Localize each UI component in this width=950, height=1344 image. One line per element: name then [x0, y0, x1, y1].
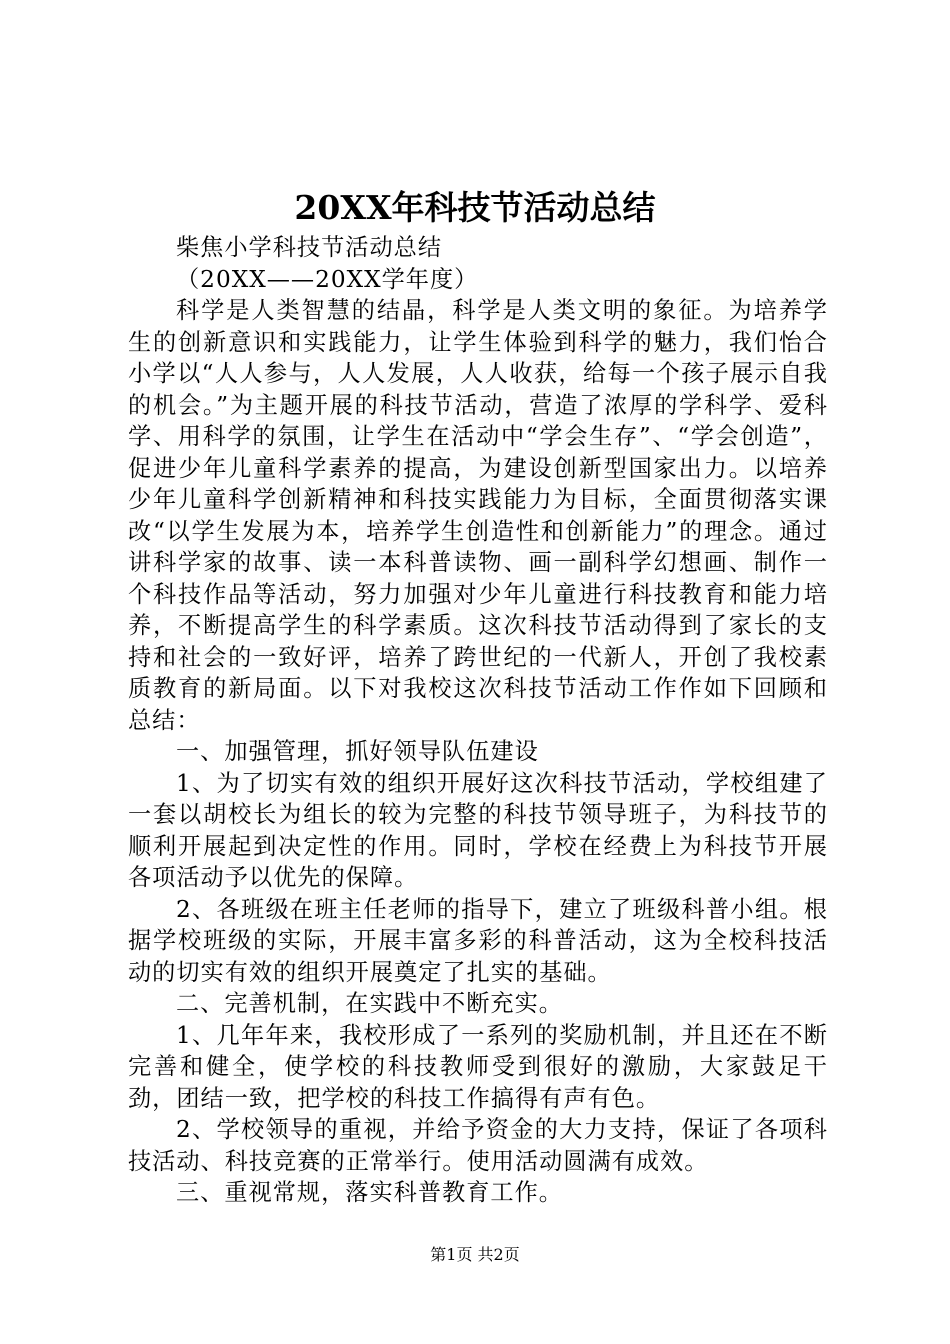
school-subtitle: 柴焦小学科技节活动总结 — [176, 234, 443, 261]
document-body — [128, 232, 828, 1209]
document-title: 20XX年科技节活动总结 — [294, 188, 656, 227]
body-paragraph: 2、各班级在班主任老师的指导下，建立了班级科普小组。根据学校班级的实际，开展丰富多彩的科普活动，这为全校科技活动的切实有效的组织开展奠定了扎实的基础。 — [128, 895, 828, 986]
body-paragraph: 1、为了切实有效的组织开展好这次科技节活动，学校组建了一套以胡校长为组长的较为完整的科技节领导班子，为科技节的顺利开展起到决定性的作用。同时，学校在经费上为科技节开展各项活动予以优先的保障。 — [128, 769, 828, 891]
body-paragraph: 2、学校领导的重视，并给予资金的大力支持，保证了各项科技活动、科技竞赛的正常举行。使用活动圆满有成效。 — [128, 1116, 828, 1175]
section-heading-1: 一、加强管理，抓好领导队伍建设 — [176, 738, 539, 765]
section-heading-3: 三、重视常规，落实科普教育工作。 — [176, 1179, 563, 1206]
intro-paragraph: 科学是人类智慧的结晶，科学是人类文明的象征。为培养学生的创新意识和实践能力，让学生体验到科学的魅力，我们怡合小学以“人人参与，人人发展，人人收获，给每一个孩子展示自我的机会。”为主题开展的科技节活动，营造了浓厚的学科学、爱科学、用科学的氛围，让学生在活动中“学会生存”、“学会创造”，促进少年儿童科学素养的提高，为建设创新型国家出力。以培养少年儿童科学创新精神和科技实践能力为目标，全面贯彻落实课改“以学生发展为本，培养学生创造性和创新能力”的理念。通过讲科学家的故事、读一本科普读物、画一副科学幻想画、制作一个科技作品等活动，努力加强对少年儿童进行科技教育和能力培养，不断提高学生的科学素质。这次科技节活动得到了家长的支持和社会的一致好评，培养了跨世纪的一代新人，开创了我校素质教育的新局面。以下对我校这次科技节活动工作作如下回顾和总结： — [128, 297, 828, 734]
school-year-line: （20XX——20XX学年度） — [176, 265, 479, 293]
page-footer: 第1页 共2页 — [430, 1245, 520, 1264]
section-heading-2: 二、完善机制，在实践中不断充实。 — [176, 990, 563, 1017]
body-paragraph: 1、几年年来，我校形成了一系列的奖励机制，并且还在不断完善和健全，使学校的科技教师受到很好的激励，大家鼓足干劲，团结一致，把学校的科技工作搞得有声有色。 — [128, 1021, 828, 1112]
